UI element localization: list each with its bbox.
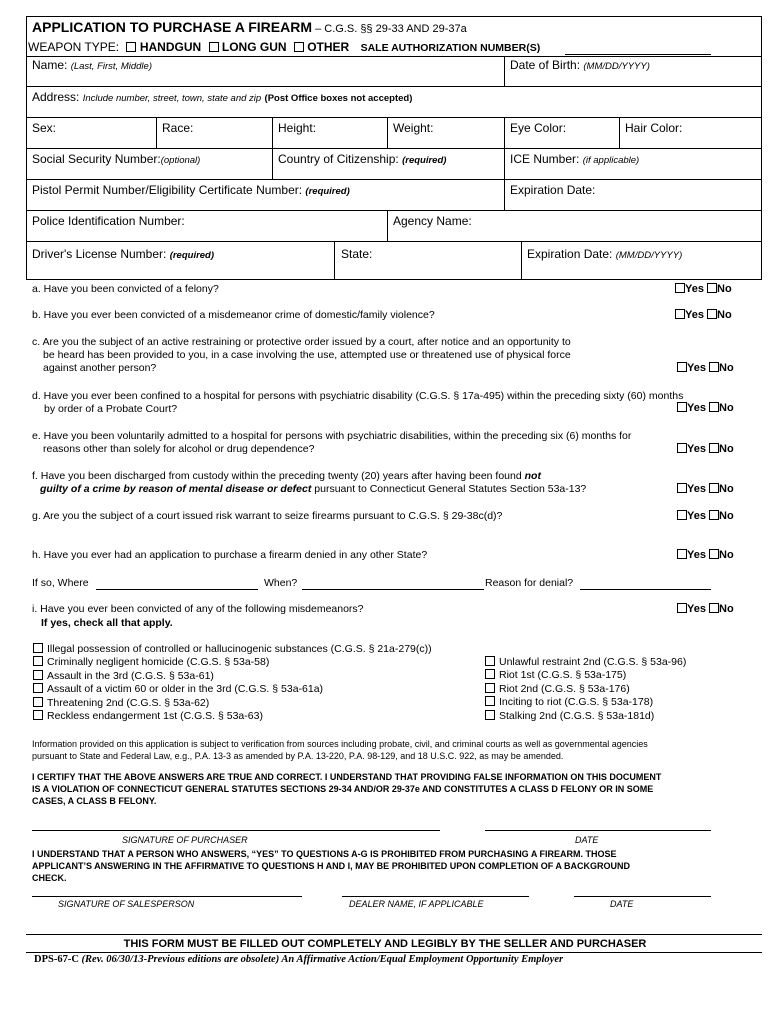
yes-checkbox[interactable] (677, 443, 687, 453)
yes-checkbox[interactable] (677, 603, 687, 613)
agency-name-field[interactable]: Agency Name: (393, 214, 472, 228)
yes-checkbox[interactable] (677, 483, 687, 493)
column-divider (504, 179, 505, 210)
no-checkbox[interactable] (707, 283, 717, 293)
ice-label: ICE Number: (510, 152, 580, 166)
misdemeanor-item[interactable] (485, 656, 686, 669)
column-divider (387, 210, 388, 241)
row-line (26, 117, 762, 118)
yes-label: Yes (687, 443, 706, 455)
question-e-line-2: reasons other than solely for alcohol or drug dependence? (43, 443, 315, 455)
yes-label: Yes (687, 362, 706, 374)
question-f-emphasis: guilty of a crime by reason of mental disease or defect (40, 483, 312, 495)
answer-d (677, 402, 734, 414)
yes-checkbox[interactable] (677, 549, 687, 559)
misdemeanor-label: Assault in the 3rd (C.G.S. § 53a-61) (47, 669, 214, 682)
other-checkbox[interactable] (294, 42, 304, 52)
column-divider (504, 56, 505, 87)
answer-b (675, 309, 732, 321)
no-label: No (717, 309, 732, 321)
answer-i (677, 603, 734, 615)
dob-label: Date of Birth: (510, 58, 581, 72)
height-field[interactable]: Height: (278, 121, 317, 135)
question-d-line-2: by order of a Probate Court? (44, 403, 178, 415)
permit-label: Pistol Permit Number/Eligibility Certificate Number: (32, 183, 303, 197)
question-i-check-all: If yes, check all that apply. (41, 617, 173, 629)
salesperson-date-label: DATE (610, 899, 634, 909)
dl-hint: (required) (169, 250, 215, 261)
purchaser-signature-line[interactable] (32, 830, 440, 831)
yes-label: Yes (687, 510, 706, 522)
no-label: No (719, 402, 734, 414)
question-d-line-1: d. Have you ever been confined to a hospital for persons with psychiatric disability (C.G.S. § 17a-495) within the preceding sixty (60) months (32, 390, 684, 402)
misdemeanor-list-left (33, 643, 432, 723)
question-h: h. Have you ever had an application to purchase a firearm denied in any other State? (32, 549, 428, 561)
form-statute: – C.G.S. §§ 29-33 AND 29-37a (315, 23, 467, 35)
citizenship-hint: (required) (402, 155, 447, 166)
yes-label: Yes (687, 549, 706, 561)
answer-h (677, 549, 734, 561)
answer-c (677, 362, 734, 374)
row-line (26, 86, 762, 87)
address-hint: Include number, street, town, state and zip (82, 93, 262, 104)
misdemeanor-checkbox[interactable] (33, 643, 43, 653)
question-f-text-1: f. Have you been discharged from custody within the preceding twenty (20) years after having been found (32, 470, 522, 482)
purchaser-signature-label: SIGNATURE OF PURCHASER (122, 835, 248, 845)
column-divider (272, 117, 273, 148)
form-identifier (34, 954, 563, 965)
h-reason-input[interactable] (580, 589, 711, 590)
question-g: g. Are you the subject of a court issued risk warrant to seize firearms pursuant to C.G.S. § 29-38c(d)? (32, 510, 503, 522)
sex-field[interactable]: Sex: (32, 121, 57, 135)
question-f (32, 470, 586, 496)
misdemeanor-item[interactable] (33, 643, 432, 656)
misdemeanor-label: Stalking 2nd (C.G.S. § 53a-181d) (499, 709, 655, 722)
yes-label: Yes (687, 603, 706, 615)
misdemeanor-list-right (485, 656, 686, 723)
no-label: No (717, 283, 732, 295)
handgun-checkbox[interactable] (126, 42, 136, 52)
state-field[interactable]: State: (341, 247, 373, 261)
column-divider (504, 148, 505, 179)
yes-checkbox[interactable] (677, 362, 687, 372)
answer-a (675, 283, 732, 295)
name-field[interactable] (32, 58, 152, 72)
form-top-border (26, 16, 762, 17)
row-line (26, 148, 762, 149)
ssn-hint: (optional) (160, 155, 201, 166)
sale-auth-underline[interactable] (565, 54, 711, 55)
row-line (26, 56, 762, 57)
misdemeanor-item[interactable] (485, 696, 686, 709)
form-eeo: ) An Affirmative Action/Equal Employment Opportunity Employer (275, 954, 564, 965)
form-title-row (32, 19, 467, 35)
h-when-label: When? (264, 577, 298, 589)
race-field[interactable]: Race: (162, 121, 194, 135)
verification-line-1: Information provided on this application is subject to verification from sources including probate, civil, and criminal courts as well as governmental agencies (32, 739, 648, 749)
form-title: APPLICATION TO PURCHASE A FIREARM (32, 19, 313, 35)
misdemeanor-label: Riot 1st (C.G.S. § 53a-175) (499, 669, 627, 682)
long-gun-label: LONG GUN (221, 40, 287, 54)
no-checkbox[interactable] (709, 362, 719, 372)
misdemeanor-checkbox[interactable] (485, 696, 495, 706)
question-f-text-2: pursuant to Connecticut General Statutes Section 53a-13? (314, 483, 587, 495)
completion-notice: THIS FORM MUST BE FILLED OUT COMPLETELY AND LEGIBLY BY THE SELLER AND PURCHASER (123, 938, 647, 950)
ssn-field[interactable] (32, 152, 200, 166)
no-label: No (719, 443, 734, 455)
warning-line-2: APPLICANT’S ANSWERING IN THE AFFIRMATIVE TO QUESTIONS H AND I, MAY BE PROHIBITED UPON COMPLETION OF A BACKGROUND (32, 861, 631, 871)
no-label: No (719, 603, 734, 615)
question-c-line-1: c. Are you the subject of an active restraining or protective order issued by a court, after notice and an opportunity to (32, 336, 571, 348)
row-line (26, 241, 762, 242)
answer-g (677, 510, 734, 522)
dob-field[interactable] (510, 58, 650, 72)
misdemeanor-item[interactable] (33, 683, 432, 696)
name-label: Name: (32, 58, 68, 72)
sale-auth-label: SALE AUTHORIZATION NUMBER(S) (360, 42, 541, 54)
h-reason-label: Reason for denial? (485, 577, 574, 589)
no-checkbox[interactable] (709, 549, 719, 559)
yes-checkbox[interactable] (675, 309, 685, 319)
certification-line-1: I CERTIFY THAT THE ABOVE ANSWERS ARE TRUE AND CORRECT. I UNDERSTAND THAT PROVIDING FALSE INFORMATION ON THIS DOCUMENT (32, 772, 662, 782)
misdemeanor-checkbox[interactable] (33, 670, 43, 680)
question-b: b. Have you ever been convicted of a misdemeanor crime of domestic/family violence? (32, 309, 435, 321)
verification-notice (32, 738, 648, 762)
salesperson-signature-line[interactable] (32, 896, 302, 897)
police-id-field[interactable]: Police Identification Number: (32, 214, 185, 228)
dl-label: Driver's License Number: (32, 247, 167, 261)
name-hint: (Last, First, Middle) (70, 61, 152, 72)
misdemeanor-label: Inciting to riot (C.G.S. § 53a-178) (499, 696, 654, 709)
footer-bottom-rule (26, 952, 762, 953)
form-id: DPS-67-C (34, 954, 79, 965)
purchaser-date-label: DATE (575, 835, 599, 845)
permit-expiration-field[interactable]: Expiration Date: (510, 183, 596, 197)
handgun-label: HANDGUN (139, 40, 202, 54)
dealer-name-label: DEALER NAME, IF APPLICABLE (349, 899, 484, 909)
misdemeanor-checkbox[interactable] (485, 683, 495, 693)
question-c (32, 336, 571, 375)
no-label: No (719, 549, 734, 561)
question-e-line-1: e. Have you been voluntarily admitted to a hospital for persons with psychiatric disabilities, within the preceding six (6) months for (32, 430, 632, 442)
answer-f (677, 483, 734, 495)
footer-top-rule (26, 934, 762, 935)
salesperson-date-line[interactable] (574, 896, 711, 897)
yes-checkbox[interactable] (675, 283, 685, 293)
address-label: Address: (32, 90, 80, 104)
column-divider (504, 117, 505, 148)
no-label: No (719, 510, 734, 522)
h-when-input[interactable] (302, 589, 484, 590)
row-line (26, 279, 762, 280)
certification-line-3: CASES, A CLASS B FELONY. (32, 796, 157, 806)
dl-exp-hint: (MM/DD/YYYY) (615, 250, 683, 261)
misdemeanor-checkbox[interactable] (33, 656, 43, 666)
form-obsolete: Previous editions are obsolete (147, 954, 276, 965)
misdemeanor-item[interactable] (33, 710, 432, 723)
misdemeanor-item[interactable] (33, 670, 432, 683)
answer-e (677, 443, 734, 455)
permit-hint: (required) (305, 186, 350, 197)
eye-color-field[interactable]: Eye Color: (510, 121, 567, 135)
misdemeanor-label: Riot 2nd (C.G.S. § 53a-176) (499, 682, 630, 695)
no-checkbox[interactable] (709, 483, 719, 493)
citizenship-field[interactable] (278, 152, 446, 166)
column-divider (272, 148, 273, 179)
question-i: i. Have you ever been convicted of any of the following misdemeanors? (32, 603, 364, 615)
question-e (32, 430, 631, 456)
hair-color-field[interactable]: Hair Color: (625, 121, 683, 135)
misdemeanor-item[interactable] (485, 683, 686, 696)
misdemeanor-label: Threatening 2nd (C.G.S. § 53a-62) (47, 696, 210, 709)
misdemeanor-checkbox[interactable] (485, 710, 495, 720)
misdemeanor-item[interactable] (33, 697, 432, 710)
ice-hint: (if applicable) (582, 155, 640, 166)
ssn-label: Social Security Number: (32, 152, 161, 166)
no-checkbox[interactable] (709, 510, 719, 520)
misdemeanor-checkbox[interactable] (485, 656, 495, 666)
no-checkbox[interactable] (709, 443, 719, 453)
citizenship-label: Country of Citizenship: (278, 152, 399, 166)
column-divider (521, 241, 522, 279)
address-field[interactable] (32, 90, 412, 104)
misdemeanor-label: Unlawful restraint 2nd (C.G.S. § 53a-96) (499, 656, 687, 668)
no-label: No (719, 362, 734, 374)
no-label: No (719, 483, 734, 495)
question-a: a. Have you been convicted of a felony? (32, 283, 219, 295)
warning-line-3: CHECK. (32, 873, 67, 883)
yes-checkbox[interactable] (677, 510, 687, 520)
misdemeanor-checkbox[interactable] (33, 710, 43, 720)
misdemeanor-label: Criminally negligent homicide (C.G.S. § 53a-58) (47, 656, 270, 669)
h-where-label: If so, Where (32, 577, 89, 589)
weapon-type-label: WEAPON TYPE: (28, 40, 120, 54)
ice-field[interactable] (510, 152, 639, 166)
misdemeanor-checkbox[interactable] (33, 683, 43, 693)
address-note: (Post Office boxes not accepted) (264, 93, 413, 104)
column-divider (334, 241, 335, 279)
certification-line-2: IS A VIOLATION OF CONNECTICUT GENERAL STATUTES SECTIONS 29-34 AND/OR 29-37e AND CONSTITUTES A CLASS D FELONY OR IN SOME (32, 784, 654, 794)
no-checkbox[interactable] (707, 309, 717, 319)
question-c-line-3: against another person? (43, 362, 157, 374)
question-f-not: not (524, 470, 541, 482)
purchaser-date-line[interactable] (485, 830, 711, 831)
misdemeanor-label: Assault of a victim 60 or older in the 3rd (C.G.S. § 53a-61a) (47, 683, 324, 696)
row-line (26, 210, 762, 211)
no-checkbox[interactable] (709, 402, 719, 412)
other-label: OTHER (307, 40, 350, 54)
prohibition-warning (32, 848, 630, 884)
drivers-license-field[interactable] (32, 247, 214, 261)
misdemeanor-item[interactable] (33, 656, 432, 669)
question-f-line-1 (32, 470, 586, 483)
salesperson-signature-label: SIGNATURE OF SALESPERSON (58, 899, 195, 909)
column-divider (619, 117, 620, 148)
permit-field[interactable] (32, 183, 350, 197)
misdemeanor-item[interactable] (485, 710, 686, 723)
question-d (32, 390, 683, 416)
dl-expiration-field[interactable] (527, 247, 682, 261)
yes-label: Yes (685, 283, 704, 295)
column-divider (156, 117, 157, 148)
row-line (26, 179, 762, 180)
misdemeanor-checkbox[interactable] (33, 697, 43, 707)
warning-line-1: I UNDERSTAND THAT A PERSON WHO ANSWERS, “YES” TO QUESTIONS A-G IS PROHIBITED FROM PURCHASING A FIREARM. THOSE (32, 849, 617, 859)
dob-hint: (MM/DD/YYYY) (583, 61, 650, 72)
long-gun-checkbox[interactable] (209, 42, 219, 52)
form-revision: (Rev. 06/30/13- (81, 954, 148, 965)
yes-checkbox[interactable] (677, 402, 687, 412)
weight-field[interactable]: Weight: (393, 121, 434, 135)
yes-label: Yes (685, 309, 704, 321)
certification-statement (32, 771, 661, 807)
no-checkbox[interactable] (709, 603, 719, 613)
verification-line-2: pursuant to State and Federal Law, e.g., P.A. 13-3 as amended by P.A. 13-220, P.A. 98-129, and 18 U.S.C. 922, as may be amended. (32, 751, 564, 761)
yes-label: Yes (687, 483, 706, 495)
question-f-line-2 (32, 483, 586, 496)
column-divider (387, 117, 388, 148)
yes-label: Yes (687, 402, 706, 414)
dl-exp-label: Expiration Date: (527, 247, 613, 261)
dealer-name-line[interactable] (342, 896, 529, 897)
h-where-input[interactable] (96, 589, 258, 590)
question-c-line-2: be heard has been provided to you, in a case involving the use, attempted use or threatened use of physical force (43, 349, 571, 361)
misdemeanor-label: Reckless endangerment 1st (C.G.S. § 53a-63) (47, 710, 263, 723)
weapon-type-row (28, 40, 540, 54)
misdemeanor-label: Illegal possession of controlled or hallucinogenic substances (C.G.S. § 21a-279(c)) (47, 643, 432, 655)
misdemeanor-checkbox[interactable] (485, 669, 495, 679)
misdemeanor-item[interactable] (485, 669, 686, 682)
